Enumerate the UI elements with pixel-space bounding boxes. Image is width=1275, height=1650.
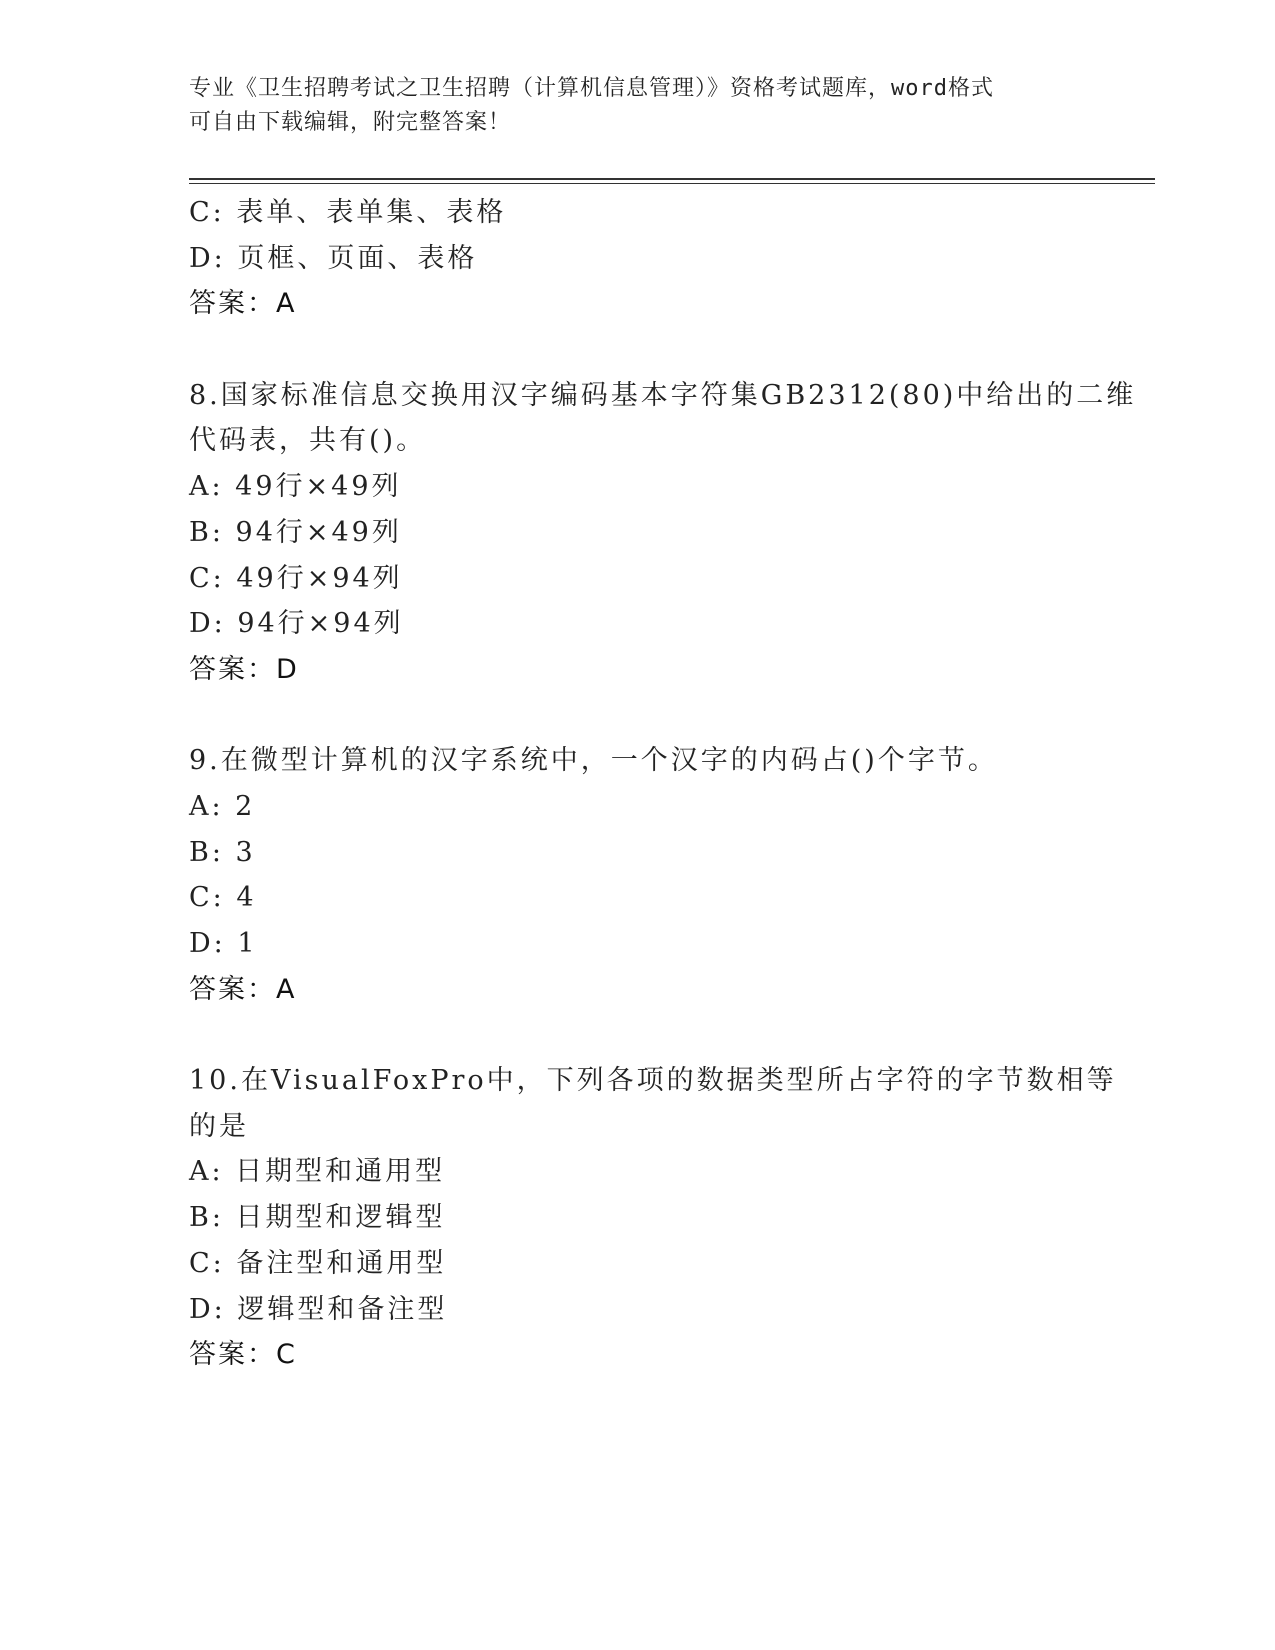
question-stem-line: 8.国家标准信息交换用汉字编码基本字符集GB2312(80)中给出的二维 bbox=[189, 379, 1137, 411]
question-spacer bbox=[189, 1012, 1089, 1058]
option-b: B: 94行×49列 bbox=[189, 516, 402, 548]
question-10 bbox=[189, 1058, 1117, 1378]
document-header bbox=[189, 72, 1079, 140]
question-stem-line: 代码表，共有()。 bbox=[189, 425, 427, 457]
answer-line: 答案：C bbox=[189, 1339, 297, 1371]
question-stem-line: 10.在VisualFoxPro中，下列各项的数据类型所占字符的字节数相等 bbox=[189, 1065, 1117, 1097]
question-stem-line: 9.在微型计算机的汉字系统中，一个汉字的内码占()个字节。 bbox=[189, 745, 998, 777]
question-9 bbox=[189, 738, 1089, 1012]
option-c: C: 49行×94列 bbox=[189, 562, 403, 594]
option-a: A: 2 bbox=[189, 790, 256, 822]
option-d: D: 1 bbox=[189, 928, 258, 959]
option-b: B: 日期型和逻辑型 bbox=[189, 1202, 446, 1234]
header-line-2: 可自由下载编辑，附完整答案！ bbox=[189, 110, 512, 135]
question-stem-line: 的是 bbox=[189, 1110, 249, 1142]
header-line-1: 专业《卫生招聘考试之卫生招聘（计算机信息管理）》资格考试题库，word格式 bbox=[189, 76, 994, 101]
option-d: D: 页框、页面、表格 bbox=[189, 242, 478, 274]
answer-line: 答案：D bbox=[189, 653, 299, 685]
option-c: C: 表单、表单集、表格 bbox=[189, 197, 507, 228]
question-spacer bbox=[189, 327, 1089, 373]
answer-line: 答案：A bbox=[189, 288, 297, 320]
option-a: A: 49行×49列 bbox=[189, 471, 402, 503]
option-d: D: 94行×94列 bbox=[189, 608, 404, 640]
option-c: C: 备注型和通用型 bbox=[189, 1247, 447, 1279]
question-7-continuation bbox=[189, 190, 1089, 327]
option-a: A: 日期型和通用型 bbox=[189, 1156, 446, 1188]
option-d: D: 逻辑型和备注型 bbox=[189, 1293, 448, 1325]
question-spacer bbox=[189, 693, 1089, 739]
answer-line: 答案：A bbox=[189, 973, 297, 1005]
option-c: C: 4 bbox=[189, 882, 257, 914]
header-divider-thick bbox=[189, 178, 1155, 180]
option-b: B: 3 bbox=[189, 836, 256, 868]
header-divider-thin bbox=[189, 183, 1155, 184]
question-8 bbox=[189, 373, 1137, 693]
question-list bbox=[189, 190, 1137, 1378]
